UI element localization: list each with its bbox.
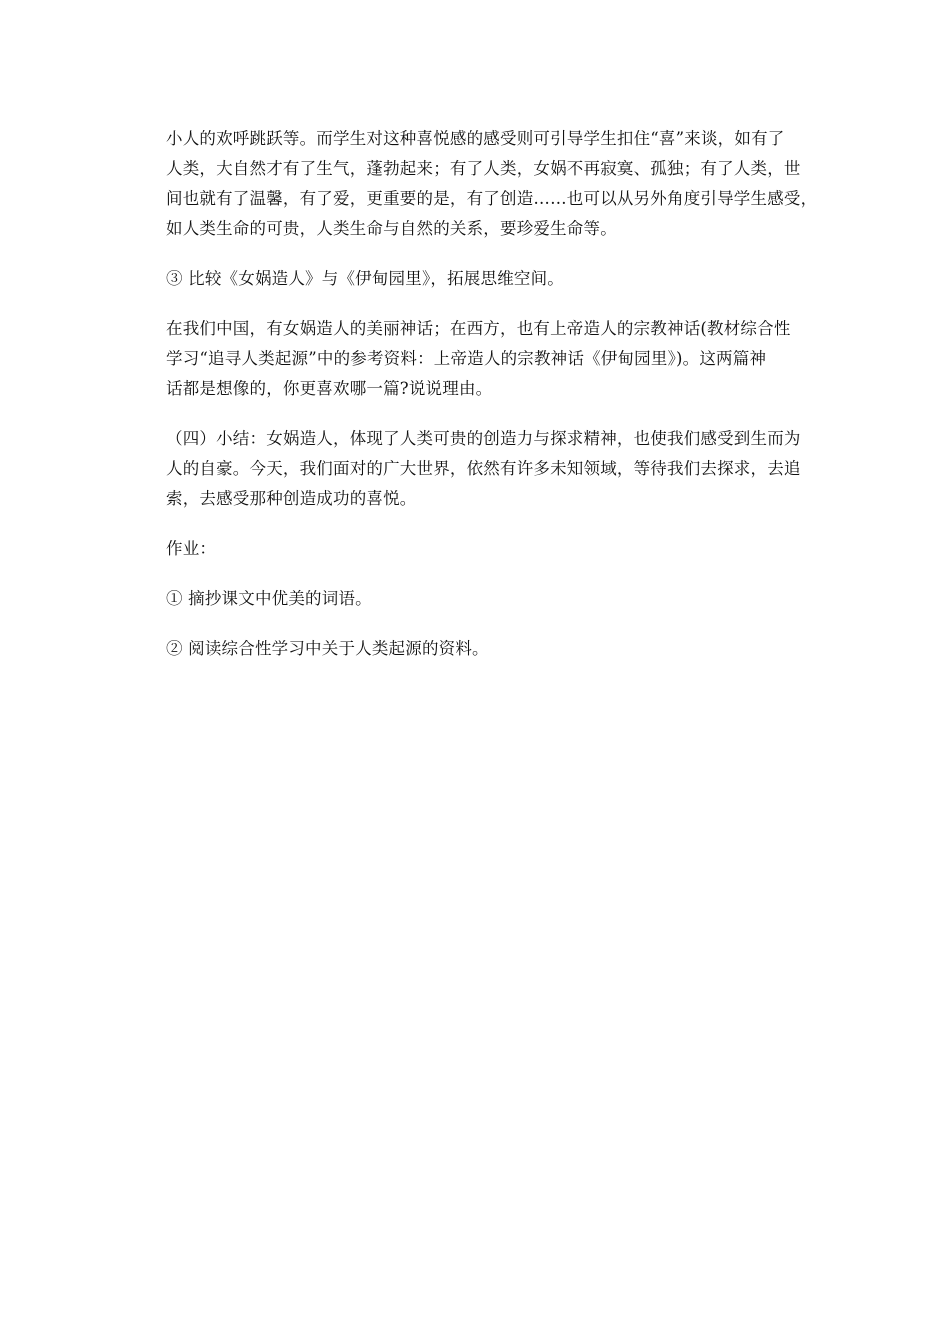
text-line: 间也就有了温馨，有了爱，更重要的是，有了创造……也可以从另外角度引导学生感受， [166, 189, 818, 208]
text-line: ① 摘抄课文中优美的词语。 [166, 589, 372, 608]
document-page [166, 124, 820, 684]
text-line: 学习“追寻人类起源”中的参考资料：上帝造人的宗教神话《伊甸园里》)。这两篇神 [166, 349, 767, 368]
text-line: 如人类生命的可贵，人类生命与自然的关系，要珍爱生命等。 [166, 219, 617, 238]
paragraph-continuation [166, 124, 820, 244]
text-line: （四）小结：女娲造人，体现了人类可贵的创造力与探求精神，也使我们感受到生而为 [166, 429, 801, 448]
paragraph-homework-item-1 [166, 584, 820, 614]
text-line: ② 阅读综合性学习中关于人类起源的资料。 [166, 639, 489, 658]
text-line: 人类，大自然才有了生气，蓬勃起来；有了人类，女娲不再寂寞、孤独；有了人类，世 [166, 159, 801, 178]
text-line: 小人的欢呼跳跃等。而学生对这种喜悦感的感受则可引导学生扣住“喜”来谈，如有了 [166, 129, 785, 148]
paragraph-summary [166, 424, 820, 514]
paragraph-compare-heading [166, 264, 820, 294]
text-line: ③ 比较《女娲造人》与《伊甸园里》，拓展思维空间。 [166, 269, 564, 288]
paragraph-homework-item-2 [166, 634, 820, 664]
text-line: 作业： [166, 539, 217, 558]
paragraph-homework-heading [166, 534, 820, 564]
text-line: 索，去感受那种创造成功的喜悦。 [166, 489, 417, 508]
paragraph-compare-body [166, 314, 820, 404]
text-line: 人的自豪。今天，我们面对的广大世界，依然有许多未知领域，等待我们去探求，去追 [166, 459, 801, 478]
text-line: 在我们中国，有女娲造人的美丽神话；在西方，也有上帝造人的宗教神话(教材综合性 [166, 319, 791, 338]
text-line: 话都是想像的，你更喜欢哪一篇?说说理由。 [166, 379, 493, 398]
